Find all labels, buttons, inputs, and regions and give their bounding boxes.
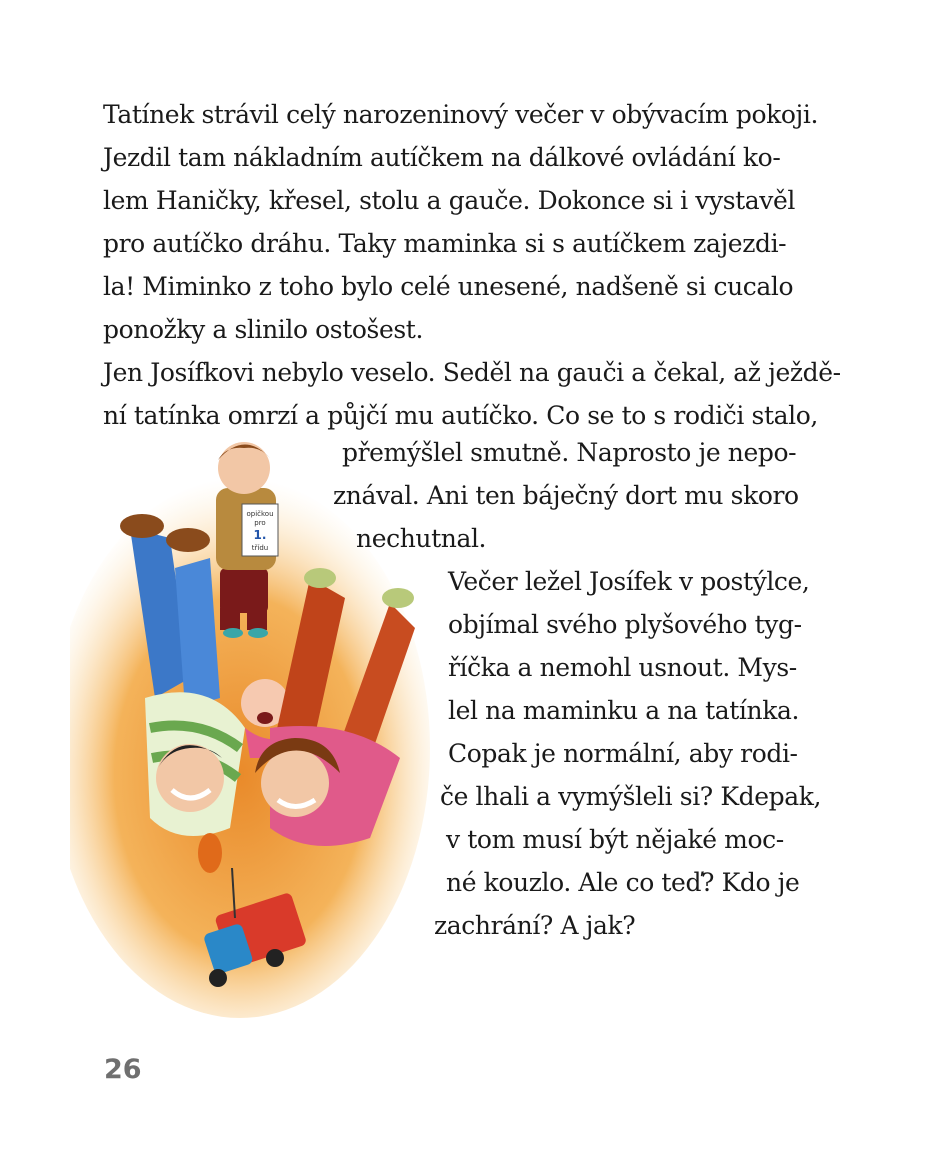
text-line-14: říčka a nemohl usnout. Mys-	[448, 653, 797, 682]
text-line-19: né kouzlo. Ale co teď? Kdo je	[446, 868, 800, 897]
sign-line-4: třídu	[251, 544, 269, 552]
text-line-2: Jezdil tam nákladním autíčkem na dálkové ovládání ko-	[103, 143, 781, 172]
text-line-5: la! Miminko z toho bylo celé unesené, nadšeně si cucalo	[103, 272, 794, 301]
text-line-20: zachrání? A jak?	[434, 911, 636, 940]
text-line-10: znával. Ani ten báječný dort mu skoro	[333, 481, 799, 510]
text-line-9: přemýšlel smutně. Naprosto je nepo-	[342, 438, 797, 467]
text-line-1: Tatínek strávil celý narozeninový večer v obývacím pokoji.	[103, 100, 819, 129]
sign-line-1: opičkou	[246, 510, 274, 518]
text-line-7: Jen Josífkovi nebylo veselo. Seděl na gauči a čekal, až ježdě-	[103, 358, 841, 387]
text-line-11: nechutnal.	[356, 524, 487, 553]
text-line-16: Copak je normální, aby rodi-	[448, 739, 798, 768]
text-line-8: ní tatínka omrzí a půjčí mu autíčko. Co se to s rodiči stalo,	[103, 401, 818, 430]
text-line-6: ponožky a slinilo ostošest.	[103, 315, 423, 344]
text-line-15: lel na maminku a na tatínka.	[448, 696, 799, 725]
text-line-3: lem Haničky, křesel, stolu a gauče. Dokonce si i vystavěl	[103, 186, 796, 215]
sign-line-3: 1.	[253, 528, 267, 542]
text-line-4: pro autíčko dráhu. Taky maminka si s autíčkem zajezdi-	[103, 229, 787, 258]
text-line-13: objímal svého plyšového tyg-	[448, 610, 802, 639]
page-number: 26	[104, 1054, 142, 1085]
text-line-17: če lhali a vymýšleli si? Kdepak,	[440, 782, 822, 811]
text-line-12: Večer ležel Josífek v postýlce,	[448, 567, 810, 596]
sign-line-2: pro	[254, 519, 266, 527]
text-line-18: v tom musí být nějaké moc-	[446, 825, 784, 854]
family-illustration	[70, 428, 430, 1018]
